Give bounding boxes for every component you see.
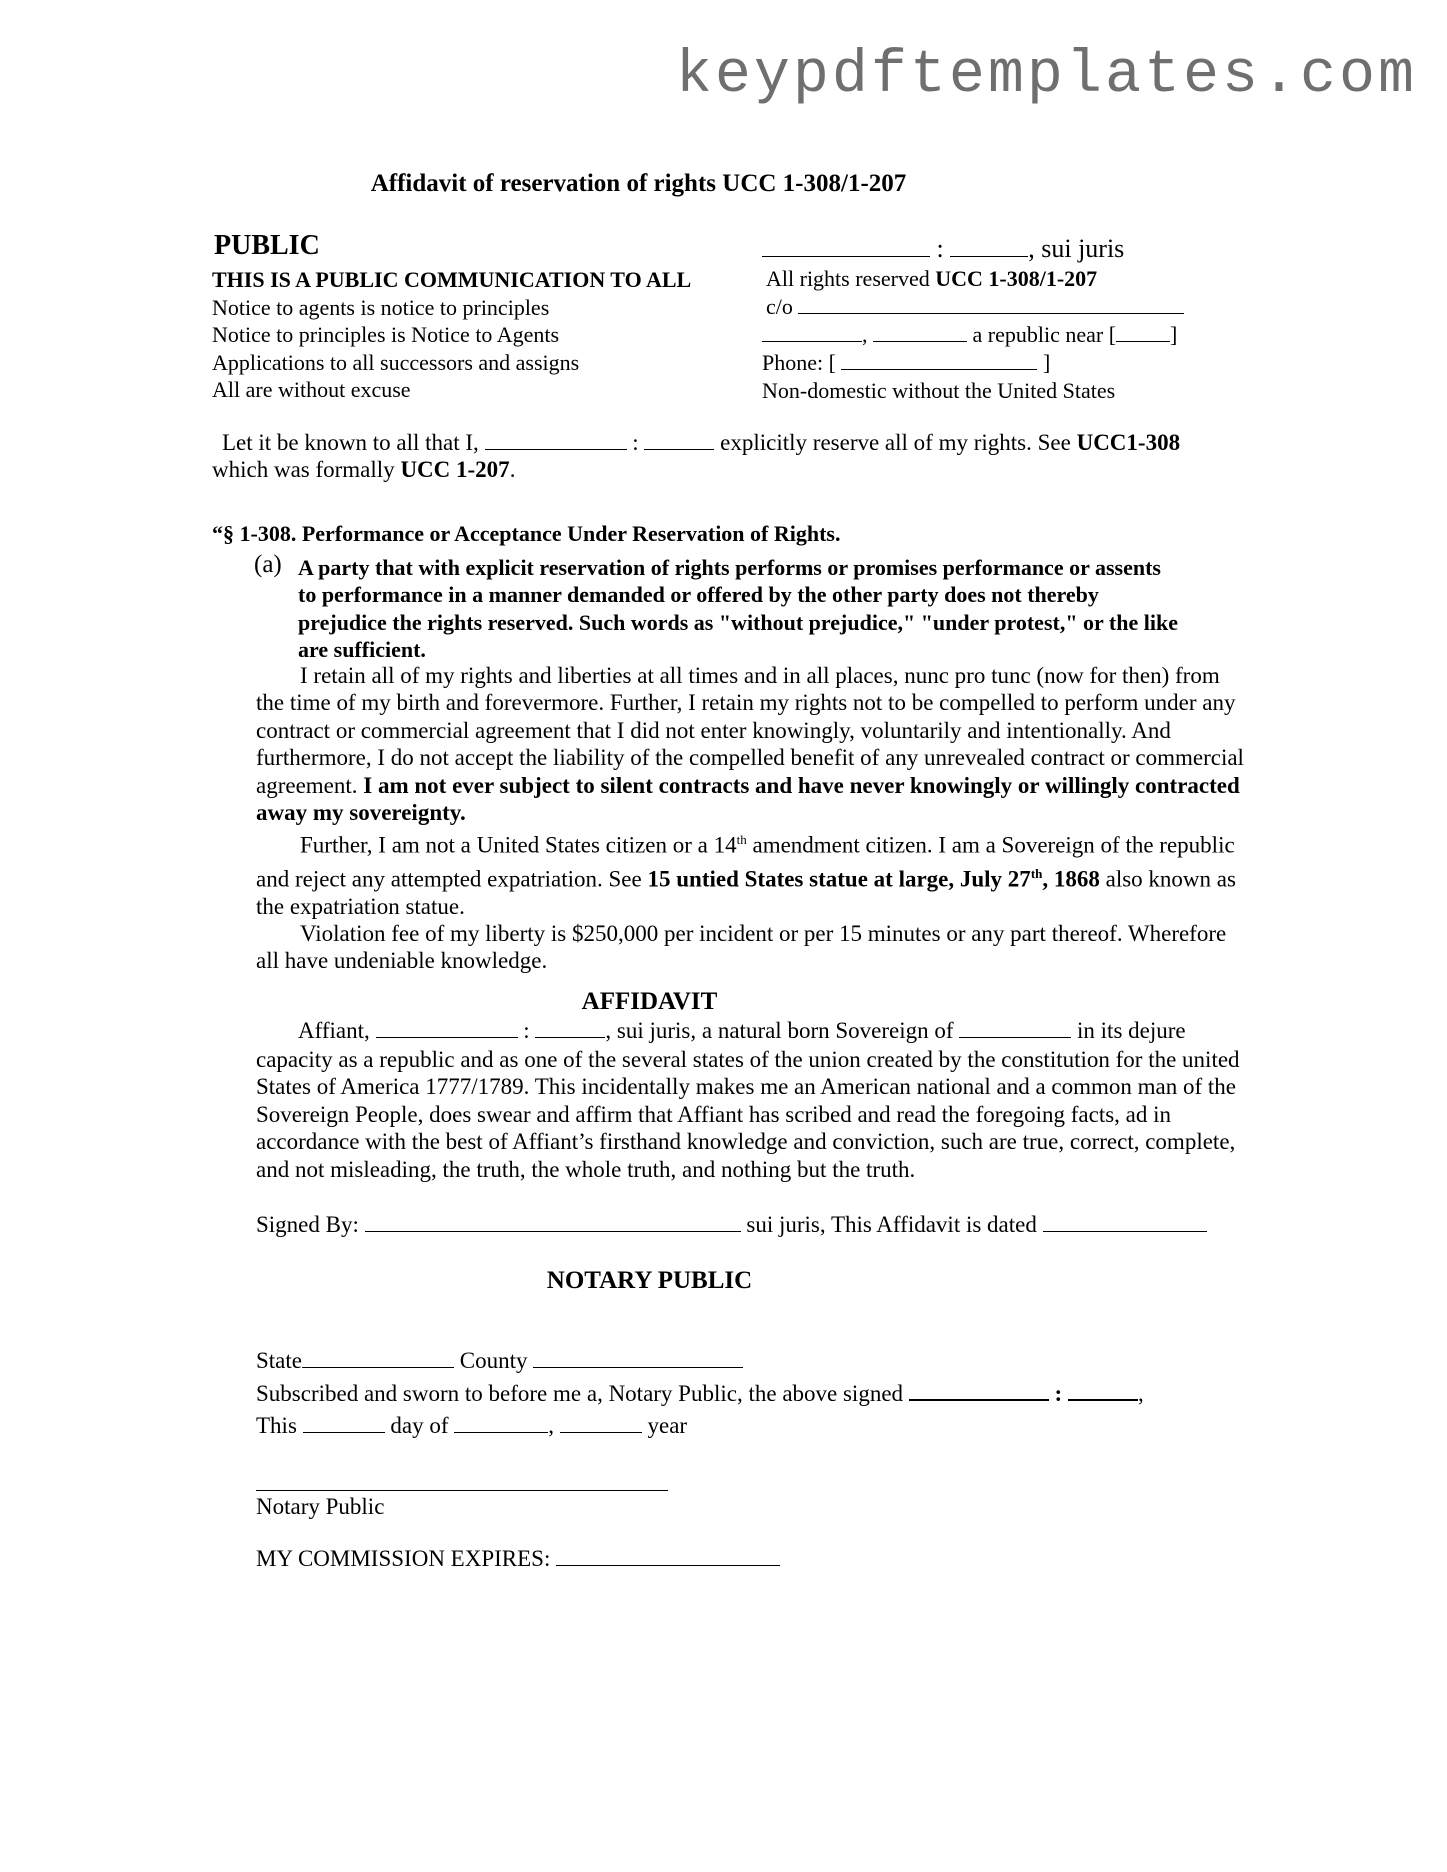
subsection-a-label: (a) — [254, 551, 282, 578]
notary-signature-label: Notary Public — [256, 1494, 385, 1519]
name-blank[interactable] — [762, 238, 930, 257]
signed-by-line: Signed By: sui juris, This Affidavit is dated — [256, 1212, 1207, 1238]
signer-name-blank[interactable] — [909, 1381, 1049, 1401]
day-blank[interactable] — [303, 1414, 385, 1433]
public-communication-line: THIS IS A PUBLIC COMMUNICATION TO ALL — [212, 267, 692, 292]
commission-line: MY COMMISSION EXPIRES: — [256, 1546, 780, 1572]
paragraph-violation-fee: Violation fee of my liberty is $250,000 per incident or per 15 minutes or any part thereof. Wherefore all have undeniable knowledge. — [256, 920, 1227, 974]
left-header-block — [212, 266, 691, 404]
affiant-name-blank-2[interactable] — [535, 1019, 605, 1038]
without-excuse-line: All are without excuse — [212, 377, 411, 402]
section-heading: “§ 1-308. Performance or Acceptance Under Reservation of Rights. — [212, 521, 841, 546]
intro-name-blank-2[interactable] — [644, 431, 714, 450]
this-day-line: This day of , year — [256, 1413, 688, 1438]
rights-reserved-line: All rights reserved UCC 1-308/1-207 — [766, 266, 1098, 291]
notary-heading: NOTARY PUBLIC — [546, 1267, 753, 1294]
watermark: keypdftemplates.com — [675, 42, 1417, 110]
paragraph-citizenship: Further, I am not a United States citizen or a 14th amendment citizen. I am a Sovereign of the republic and reject any attempted expatriation. See 15 untied States statue at large, July 27th, 1868 also known as the expatriation statue. — [256, 832, 1236, 919]
signer-name-blank-2[interactable] — [1068, 1381, 1138, 1401]
notary-signature-line[interactable] — [256, 1490, 668, 1491]
signature-blank[interactable] — [365, 1213, 741, 1232]
sovereign-state-blank[interactable] — [959, 1019, 1071, 1038]
affidavit-line-1: Affiant, : , sui juris, a natural born Sovereign of in its dejure — [298, 1018, 1186, 1043]
notice-agents-line: Notice to agents is notice to principles — [212, 294, 550, 320]
city-blank[interactable] — [762, 323, 862, 342]
republic-line: , a republic near [ ] — [762, 322, 1177, 348]
year-blank[interactable] — [560, 1414, 642, 1433]
county-blank[interactable] — [533, 1349, 743, 1368]
paragraph-retain-rights: I retain all of my rights and liberties at all times and in all places, nunc pro tunc (now for then) from the time of my birth and forevermore. Further, I retain my rights not to be compelled to perform under any contract or commercial agreement that I did not enter knowingly, voluntarily and intentionally. And furthermore, I do not accept the liability of the compelled benefit of any unrevealed contract or commercial agreement. I am not ever subject to silent contracts and have never knowingly or willingly contracted away my sovereignty. — [256, 663, 1244, 826]
intro-line-1: Let it be known to all that I, : explicitly reserve all of my rights. See UCC1-308 — [222, 430, 1181, 455]
affiant-name-blank[interactable] — [376, 1019, 518, 1038]
subsection-a-text: A party that with explicit reservation of rights performs or promises performance or assents to performance in a manner demanded or offered by the other party does not thereby prejudice the rights reserved. Such words as "without prejudice," "under protest," or the like are sufficient. — [298, 555, 1178, 662]
phone-blank[interactable] — [841, 351, 1037, 370]
notice-principles-line: Notice to principles is Notice to Agents — [212, 322, 560, 347]
date-blank[interactable] — [1043, 1213, 1207, 1232]
state-blank[interactable] — [302, 1349, 454, 1368]
document-title: Affidavit of reservation of rights UCC 1-308/1-207 — [370, 170, 907, 197]
subscribed-line: Subscribed and sworn to before me a, Notary Public, the above signed : , — [256, 1381, 1144, 1406]
rights-paragraphs — [256, 662, 1244, 975]
month-blank[interactable] — [454, 1414, 548, 1433]
name-line: : , sui juris — [762, 234, 1124, 264]
affidavit-heading: AFFIDAVIT — [581, 988, 718, 1015]
name-blank-2[interactable] — [950, 238, 1028, 257]
care-of-blank[interactable] — [798, 295, 1184, 314]
state-county-line: State County — [256, 1348, 743, 1374]
intro-name-blank[interactable] — [485, 431, 627, 450]
sui-juris-label: , sui juris — [1028, 234, 1125, 263]
care-of-line: c/o — [766, 294, 1184, 320]
state-blank[interactable] — [873, 323, 967, 342]
phone-line: Phone: [ ] — [762, 350, 1051, 375]
public-heading: PUBLIC — [214, 230, 320, 261]
commission-blank[interactable] — [556, 1547, 780, 1566]
applications-line: Applications to all successors and assigns — [212, 349, 580, 375]
intro-line-2: which was formally UCC 1-207. — [212, 457, 516, 482]
affidavit-body: capacity as a republic and as one of the several states of the union created by the constitution for the united States of America 1777/1789. This incidentally makes me an American national and a common man of the Sovereign People, does swear and affirm that Affiant has scribed and read the foregoing facts, ad in accordance with the best of Affiant’s firsthand knowledge and conviction, such are true, correct, complete, and not misleading, the truth, the whole truth, and nothing but the truth. — [256, 1047, 1240, 1182]
non-domestic-line: Non-domestic without the United States — [762, 378, 1116, 403]
zip-blank[interactable] — [1116, 323, 1170, 342]
